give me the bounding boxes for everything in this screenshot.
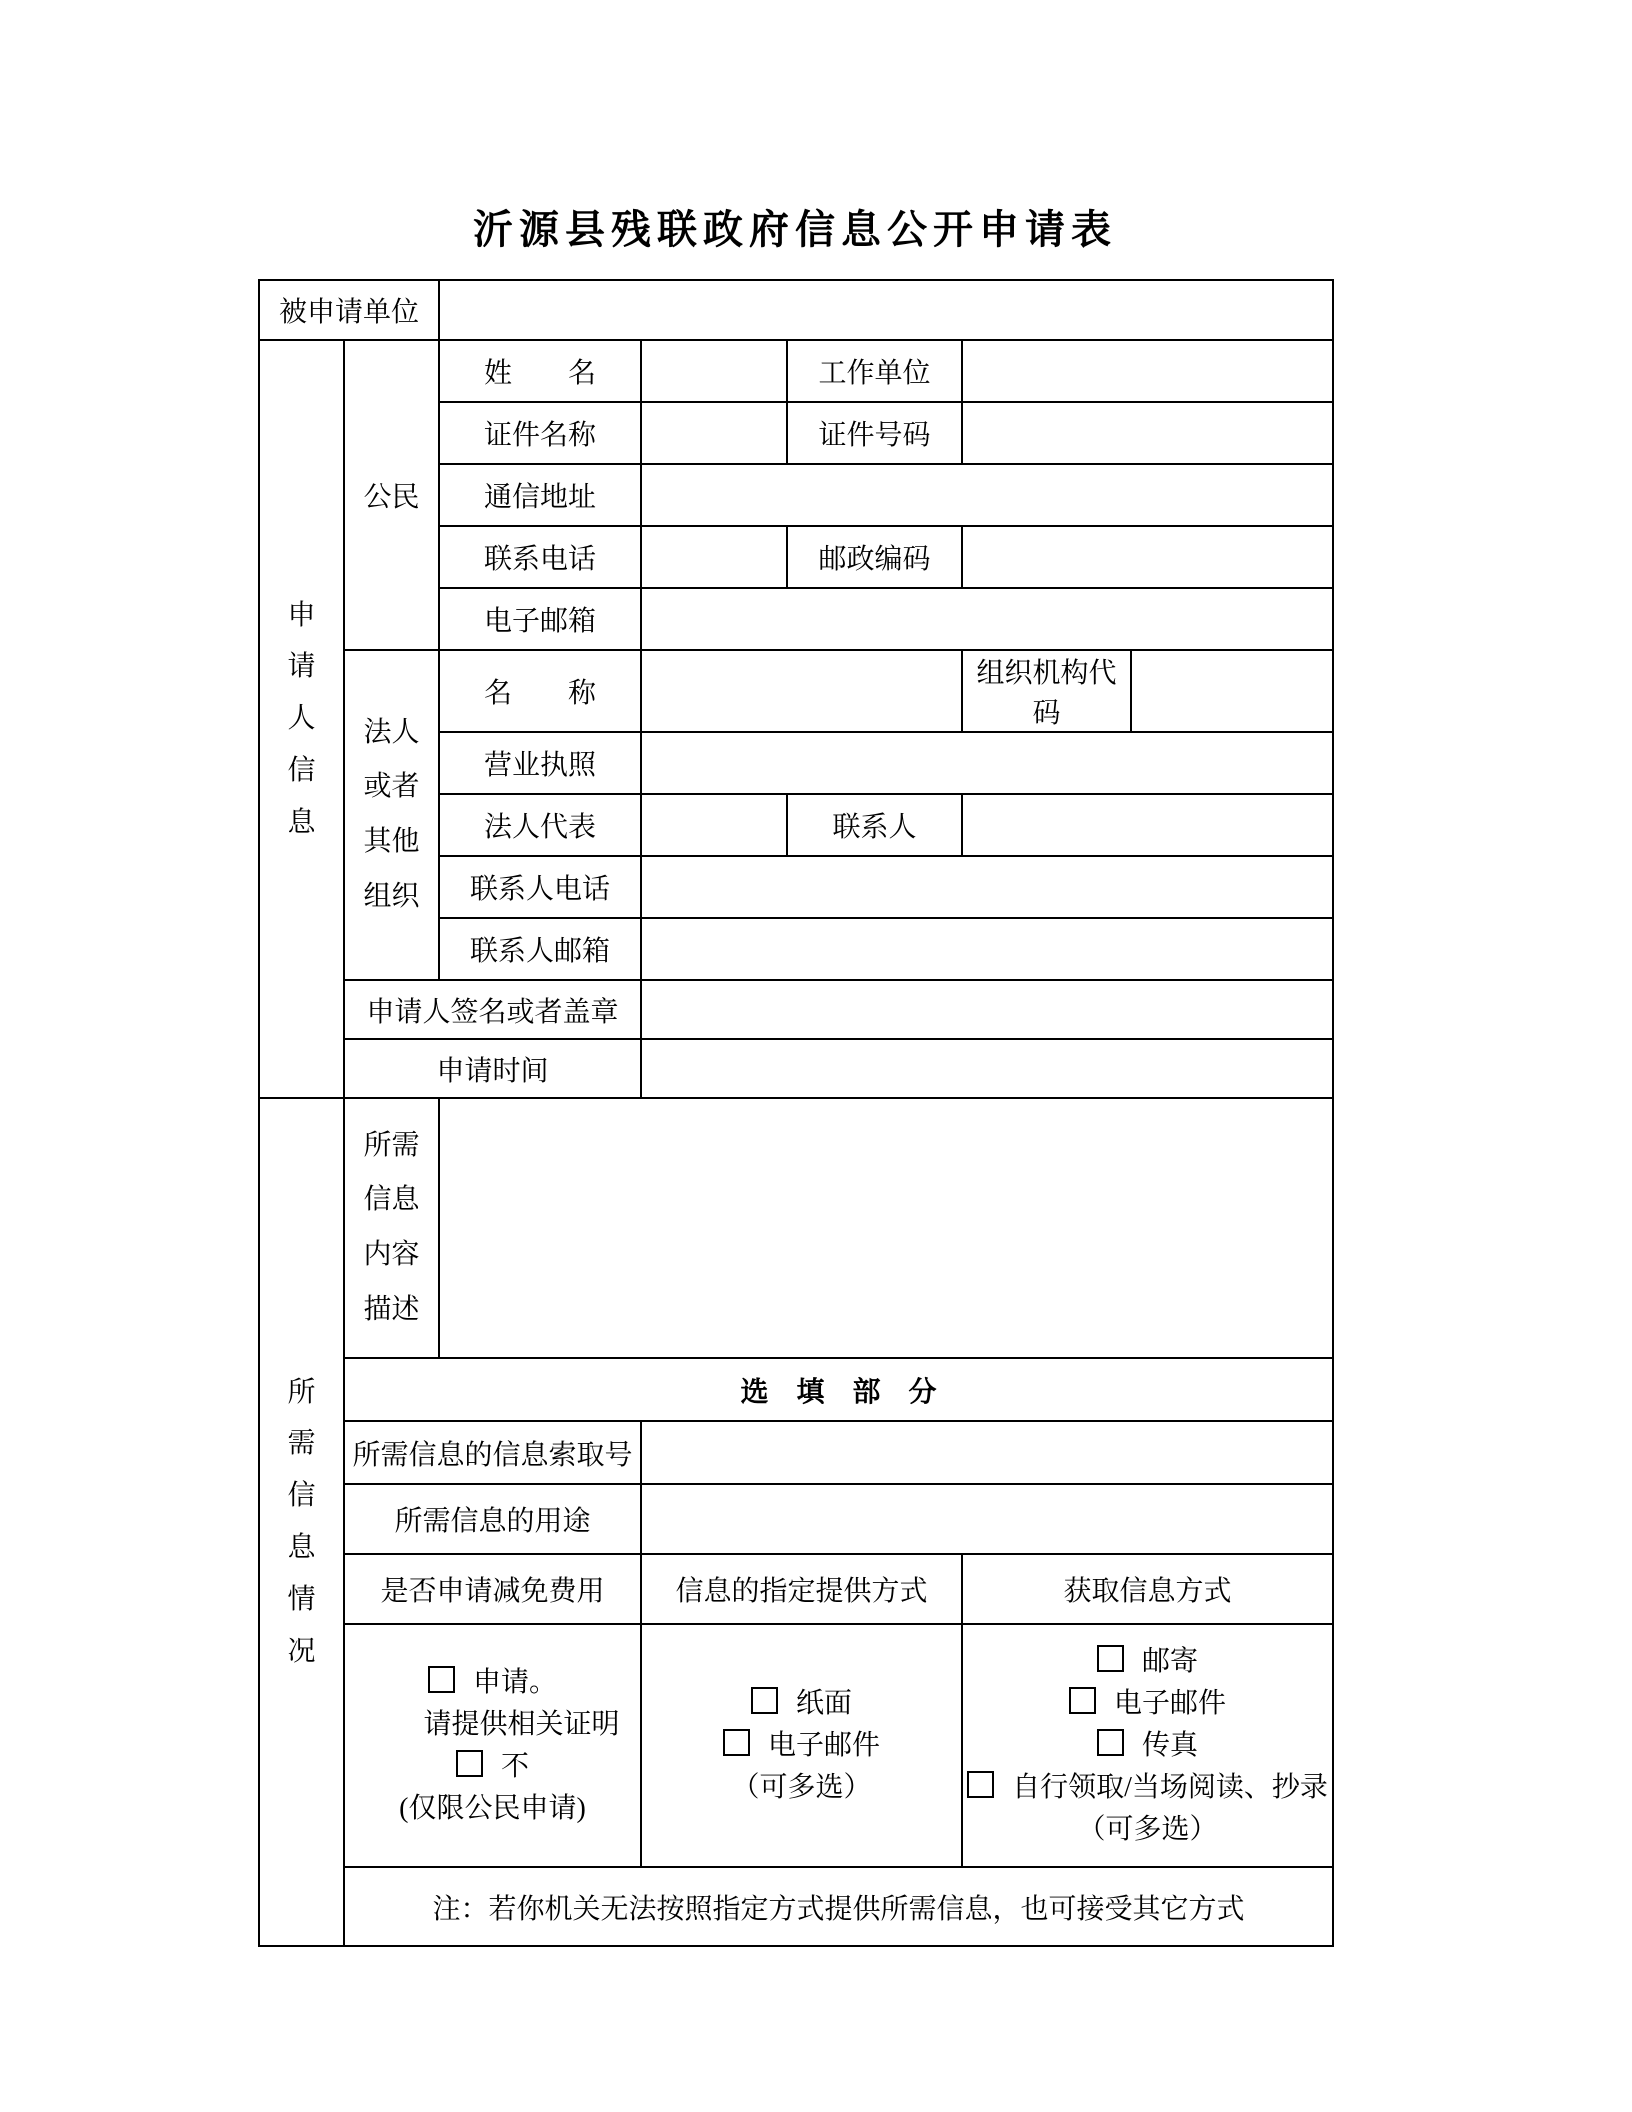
provide-multi-select-hint: （可多选） [731, 1771, 872, 1803]
apply-time-label: 申请时间 [344, 1039, 641, 1098]
obtain-option-email: 电子邮件 [963, 1683, 1332, 1725]
contact-email-input-cell[interactable] [641, 918, 1333, 980]
business-license-label: 营业执照 [439, 732, 641, 794]
optional-section-header: 选填部分 [344, 1358, 1333, 1421]
index-number-label: 所需信息的信息索取号 [344, 1421, 641, 1484]
signature-label: 申请人签名或者盖章 [344, 980, 641, 1039]
id-number-label: 证件号码 [787, 402, 962, 464]
org-code-input-cell[interactable] [1131, 650, 1333, 732]
footer-note: 注：若你机关无法按照指定方式提供所需信息，也可接受其它方式 [344, 1867, 1333, 1946]
application-form-table [258, 279, 1334, 1947]
work-unit-label: 工作单位 [787, 340, 962, 402]
name-label: 姓 名 [439, 340, 641, 402]
fee-option-apply: 申请。 [345, 1662, 640, 1704]
phone-label: 联系电话 [439, 526, 641, 588]
obtain-email-checkbox[interactable] [1069, 1687, 1096, 1714]
contact-phone-label: 联系人电话 [439, 856, 641, 918]
work-unit-input-cell[interactable] [962, 340, 1333, 402]
address-label: 通信地址 [439, 464, 641, 526]
legal-rep-input-cell[interactable] [641, 794, 787, 856]
obtain-multi-select-hint: （可多选） [1077, 1813, 1218, 1845]
postcode-input-cell[interactable] [962, 526, 1333, 588]
obtain-fax-checkbox[interactable] [1097, 1729, 1124, 1756]
obtain-mail-checkbox[interactable] [1097, 1645, 1124, 1672]
org-name-label: 名 称 [439, 650, 641, 732]
provide-column-header: 信息的指定提供方式 [641, 1554, 962, 1624]
org-name-input-cell[interactable] [641, 650, 962, 732]
requested-unit-label: 被申请单位 [259, 280, 439, 340]
postcode-label: 邮政编码 [787, 526, 962, 588]
citizen-group-label: 公民 [344, 340, 439, 650]
obtain-option-fax: 传真 [963, 1725, 1332, 1767]
provide-option-paper: 纸面 [642, 1683, 961, 1725]
apply-time-input-cell[interactable] [641, 1039, 1333, 1098]
required-info-section-label: 所需信息情况 [259, 1098, 344, 1946]
requested-unit-input-cell[interactable] [439, 280, 1333, 340]
index-number-input-cell[interactable] [641, 1421, 1333, 1484]
obtain-option-self-pickup: 自行领取/当场阅读、抄录 [963, 1767, 1332, 1809]
fee-options-cell [344, 1624, 641, 1867]
provide-option-email: 电子邮件 [642, 1725, 961, 1767]
contact-email-label: 联系人邮箱 [439, 918, 641, 980]
fee-column-header: 是否申请减免费用 [344, 1554, 641, 1624]
content-desc-input-cell[interactable] [439, 1098, 1333, 1358]
obtain-column-header: 获取信息方式 [962, 1554, 1333, 1624]
org-code-label: 组织机构代码 [962, 650, 1131, 732]
provide-email-checkbox[interactable] [723, 1729, 750, 1756]
phone-input-cell[interactable] [641, 526, 787, 588]
obtain-option-mail: 邮寄 [963, 1641, 1332, 1683]
applicant-info-section-label: 申请人信息 [259, 340, 344, 1098]
fee-apply-checkbox[interactable] [428, 1666, 455, 1693]
obtain-self-pickup-checkbox[interactable] [967, 1771, 994, 1798]
id-name-input-cell[interactable] [641, 402, 787, 464]
legal-rep-label: 法人代表 [439, 794, 641, 856]
email-label: 电子邮箱 [439, 588, 641, 650]
content-desc-label: 所需信息内容描述 [344, 1098, 439, 1358]
purpose-input-cell[interactable] [641, 1484, 1333, 1554]
contact-label: 联系人 [787, 794, 962, 856]
address-input-cell[interactable] [641, 464, 1333, 526]
id-number-input-cell[interactable] [962, 402, 1333, 464]
page-title: 沂源县残联政府信息公开申请表 [473, 207, 1117, 252]
name-input-cell[interactable] [641, 340, 787, 402]
fee-apply-hint: 请提供相关证明 [423, 1708, 620, 1740]
obtain-options-cell [962, 1624, 1333, 1867]
fee-citizen-only-hint: (仅限公民申请) [399, 1792, 586, 1824]
email-input-cell[interactable] [641, 588, 1333, 650]
fee-no-checkbox[interactable] [456, 1750, 483, 1777]
signature-input-cell[interactable] [641, 980, 1333, 1039]
provide-paper-checkbox[interactable] [751, 1687, 778, 1714]
purpose-label: 所需信息的用途 [344, 1484, 641, 1554]
fee-option-no: 不 [345, 1746, 640, 1788]
id-name-label: 证件名称 [439, 402, 641, 464]
business-license-input-cell[interactable] [641, 732, 1333, 794]
provide-options-cell [641, 1624, 962, 1867]
contact-input-cell[interactable] [962, 794, 1333, 856]
contact-phone-input-cell[interactable] [641, 856, 1333, 918]
organization-group-label: 法人或者其他组织 [344, 650, 439, 980]
